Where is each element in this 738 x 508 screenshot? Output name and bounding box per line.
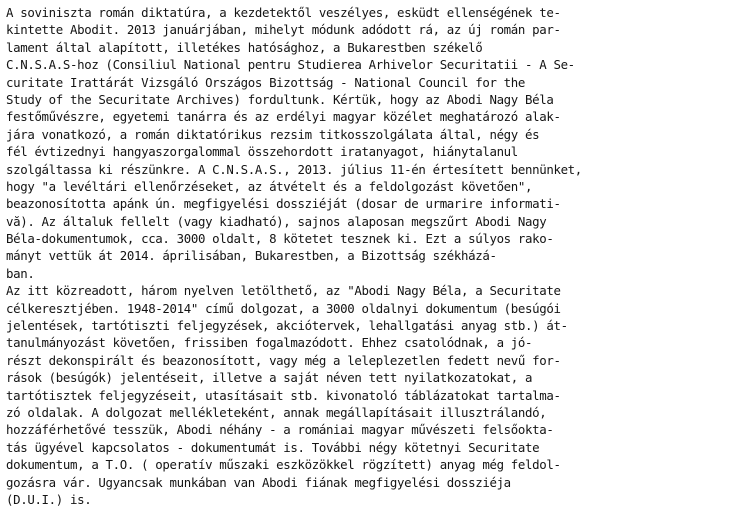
text-line: vă). Az általuk fellelt (vagy kiadható), sajnos alaposan megszűrt Abodi Nagy [6, 213, 547, 229]
text-line: hozzáférhetővé tesszük, Abodi néhány - a romániai magyar művészeti felsőokta- [6, 422, 554, 438]
text-line: tás ügyével kapcsolatos - dokumentumát is. További négy kötetnyi Securitate [6, 439, 540, 455]
text-line: ban. [6, 265, 35, 281]
text-line: (D.U.I.) is. [6, 491, 92, 507]
document-page [6, 4, 734, 508]
text-line: részt dekonspirált és beazonosított, vagy még a leleplezetlen fedett nevű for- [6, 352, 561, 368]
text-line: jára vonatkozó, a román diktatórikus rezsim titkosszolgálata által, négy és [6, 126, 540, 142]
text-line: zó oldalak. A dolgozat mellékleteként, annak megállapításait illusztrálandó, [6, 404, 547, 420]
paragraph-2 [6, 282, 734, 508]
text-line: Az itt közreadott, három nyelven letölthető, az "Abodi Nagy Béla, a Securitate [6, 283, 561, 299]
text-line: A soviniszta román diktatúra, a kezdetektől veszélyes, esküdt ellenségének te- [6, 5, 561, 20]
text-line: lament által alapított, illetékes hatósághoz, a Bukarestben székelő [6, 39, 483, 55]
text-line: C.N.S.A.S-hoz (Consiliul National pentru Studierea Arhivelor Securitatii - A Se- [6, 57, 575, 73]
text-line: festőművészre, egyetemi tanárra és az erdélyi magyar közélet meghatározó alak- [6, 109, 561, 125]
text-line: célkeresztjében. 1948-2014" című dolgozat, a 3000 oldalnyi dokumentum (besúgói [6, 300, 561, 316]
text-line: Béla-dokumentumok, cca. 3000 oldalt, 8 kötetet tesznek ki. Ezt a súlyos rako- [6, 231, 554, 247]
text-line: dokumentum, a T.O. ( operatív műszaki eszközökkel rögzített) anyag még feldol- [6, 457, 561, 473]
text-line: fél évtizednyi hangyaszorgalommal összehordott iratanyagot, hiánytalanul [6, 144, 518, 160]
text-line: tanulmányozást követően, frissiben fogalmazódott. Ehhez csatolódnak, a jó- [6, 335, 533, 351]
text-line: curitate Irattárát Vizsgáló Országos Bizottság - National Council for the [6, 74, 526, 90]
text-line: Study of the Securitate Archives) fordultunk. Kértük, hogy az Abodi Nagy Béla [6, 91, 554, 107]
paragraph-1 [6, 4, 734, 282]
text-line: tartótisztek feljegyzéseit, utasításait stb. kivonatoló táblázatokat tartalma- [6, 387, 561, 403]
text-line: hogy "a levéltári ellenőrzéseket, az átvételt és a feldolgozást követően", [6, 178, 533, 194]
text-line: jelentések, tartótiszti feljegyzések, akciótervek, lehallgatási anyag stb.) át- [6, 318, 568, 334]
text-line: mányt vettük át 2014. áprilisában, Bukarestben, a Bizottság székházá- [6, 248, 497, 264]
text-line: gozásra vár. Ugyancsak munkában van Abodi fiának megfigyelési dossziéja [6, 474, 511, 490]
text-line: beazonosította apánk ún. megfigyelési dossziéját (dosar de urmarire informati- [6, 196, 561, 212]
text-line: rások (besúgók) jelentéseit, illetve a saját néven tett nyilatkozatokat, a [6, 370, 533, 386]
text-line: kintette Abodit. 2013 januárjában, mihelyt módunk adódott rá, az új román par- [6, 22, 561, 38]
text-line: szolgáltassa ki részünkre. A C.N.S.A.S., 2013. július 11-én értesített bennünket, [6, 161, 582, 177]
